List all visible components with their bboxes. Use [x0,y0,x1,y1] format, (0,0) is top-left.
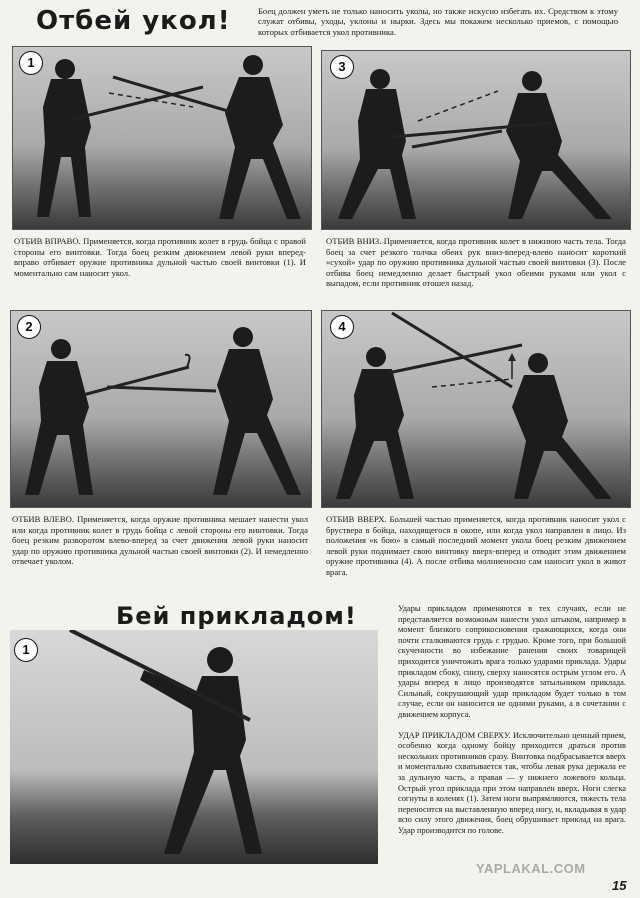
photo-butt-strike [10,630,378,864]
butt-strike-intro: Удары прикладом применяются в тех случаях, если не представляется возможным нанести укол штыком, например в момент близкого соприкосновения сражающихся, когда они почти сталкиваются грудь с грудью. Кроме того, при большой скученности во избежание ранения своих товарищей приходится уничтожать врага только ударами приклада. Удары прикладом сбоку, снизу, сверху наносятся острым углом его. А удары вперед в лицо производятся затыльником приклада. Сильный, сокрушающий удар прикладом будет только в том случае, если он наносится не одними руками, а в сочетании с движением корпуса. [398,604,626,719]
photo-number-badge: 4 [330,315,354,339]
caption-down-parry: ОТБИВ ВНИЗ. Применяется, когда противник колет в нижнюю часть тела. Тогда боец за счет резкого толчка обеих рук вниз-вперед-влево наносит короткий «сухой» удар по оружию противника дульной частью своей винтовки (3). После отбива боец немедленно делает быстрый укол обеими руками или укол с выпадом, если противник отошел назад. [326,236,626,289]
page-title-butt-strike: Бей прикладом! [116,602,357,630]
butt-strike-from-above: УДАР ПРИКЛАДОМ СВЕРХУ. Исключительно ценный прием, особенно когда одному бойцу приходится драться против нескольких противников сразу. Винтовка подбрасывается вверх и моментально схватывается так, чтобы левая рука держала ее за дульную часть, а правая — у нижнего ложевого кольца. Острый угол приклада при этом направлен вверх. Ноги слегка согнуты в коленях (1). Затем ноги выпрямляются, тяжесть тела переносится на выставленную вперед ногу, и, вкладывая в удар всю силу этого движения, боец обрушивает приклад на врага. Удар производится по голове. [398,730,626,835]
photo-left-parry [10,310,312,508]
watermark: YAPLAKAL.COM [476,861,586,876]
photo-number-badge: 2 [17,315,41,339]
photo-number-badge: 3 [330,55,354,79]
butt-strike-text [398,604,626,836]
photo-up-parry [321,310,631,508]
intro-paragraph: Боец должен уметь не только наносить уколы, но также искусно избегать их. Средством к этому служат отбивы, уходы, уклоны и нырки. Здесь мы покажем несколько приемов, с помощью которых отбивается укол противника. [258,6,618,37]
caption-left-parry: ОТБИВ ВЛЕВО. Применяется, когда оружие противника мешает нанести укол или когда противник колет в грудь бойца с левой стороны его винтовки. Тогда боец резким разворотом влево-вперед за счет движения левой руки наносит удар по оружию противника дульной частью своей винтовки (2). И немедленно отвечает уколом. [12,514,308,567]
page-number: 15 [612,878,627,893]
photo-right-parry [12,46,312,230]
page-title-parry: Отбей укол! [36,6,231,36]
photo-number-badge: 1 [19,51,43,75]
photo-number-badge: 1 [14,638,38,662]
caption-up-parry: ОТБИВ ВВЕРХ. Большей частью применяется, когда противник наносит укол с бруствера в бойца, находящегося в окопе, или когда укол направлен в лицо. Из положения «к бою» в самый последний момент укола боец резким движением левой руки поднимает свою винтовку вверх-вперед и отводит этим движением оружие противника (4). А после отбива молниеносно сам наносит укол в живот врага. [326,514,626,577]
photo-down-parry [321,50,631,230]
caption-right-parry: ОТБИВ ВПРАВО. Применяется, когда противник колет в грудь бойца с правой стороны его винтовки. Тогда боец резким движением левой руки вперед-вправо отбивает оружие противника дульной частью своей винтовки (1). И моментально сам наносит укол. [14,236,306,278]
